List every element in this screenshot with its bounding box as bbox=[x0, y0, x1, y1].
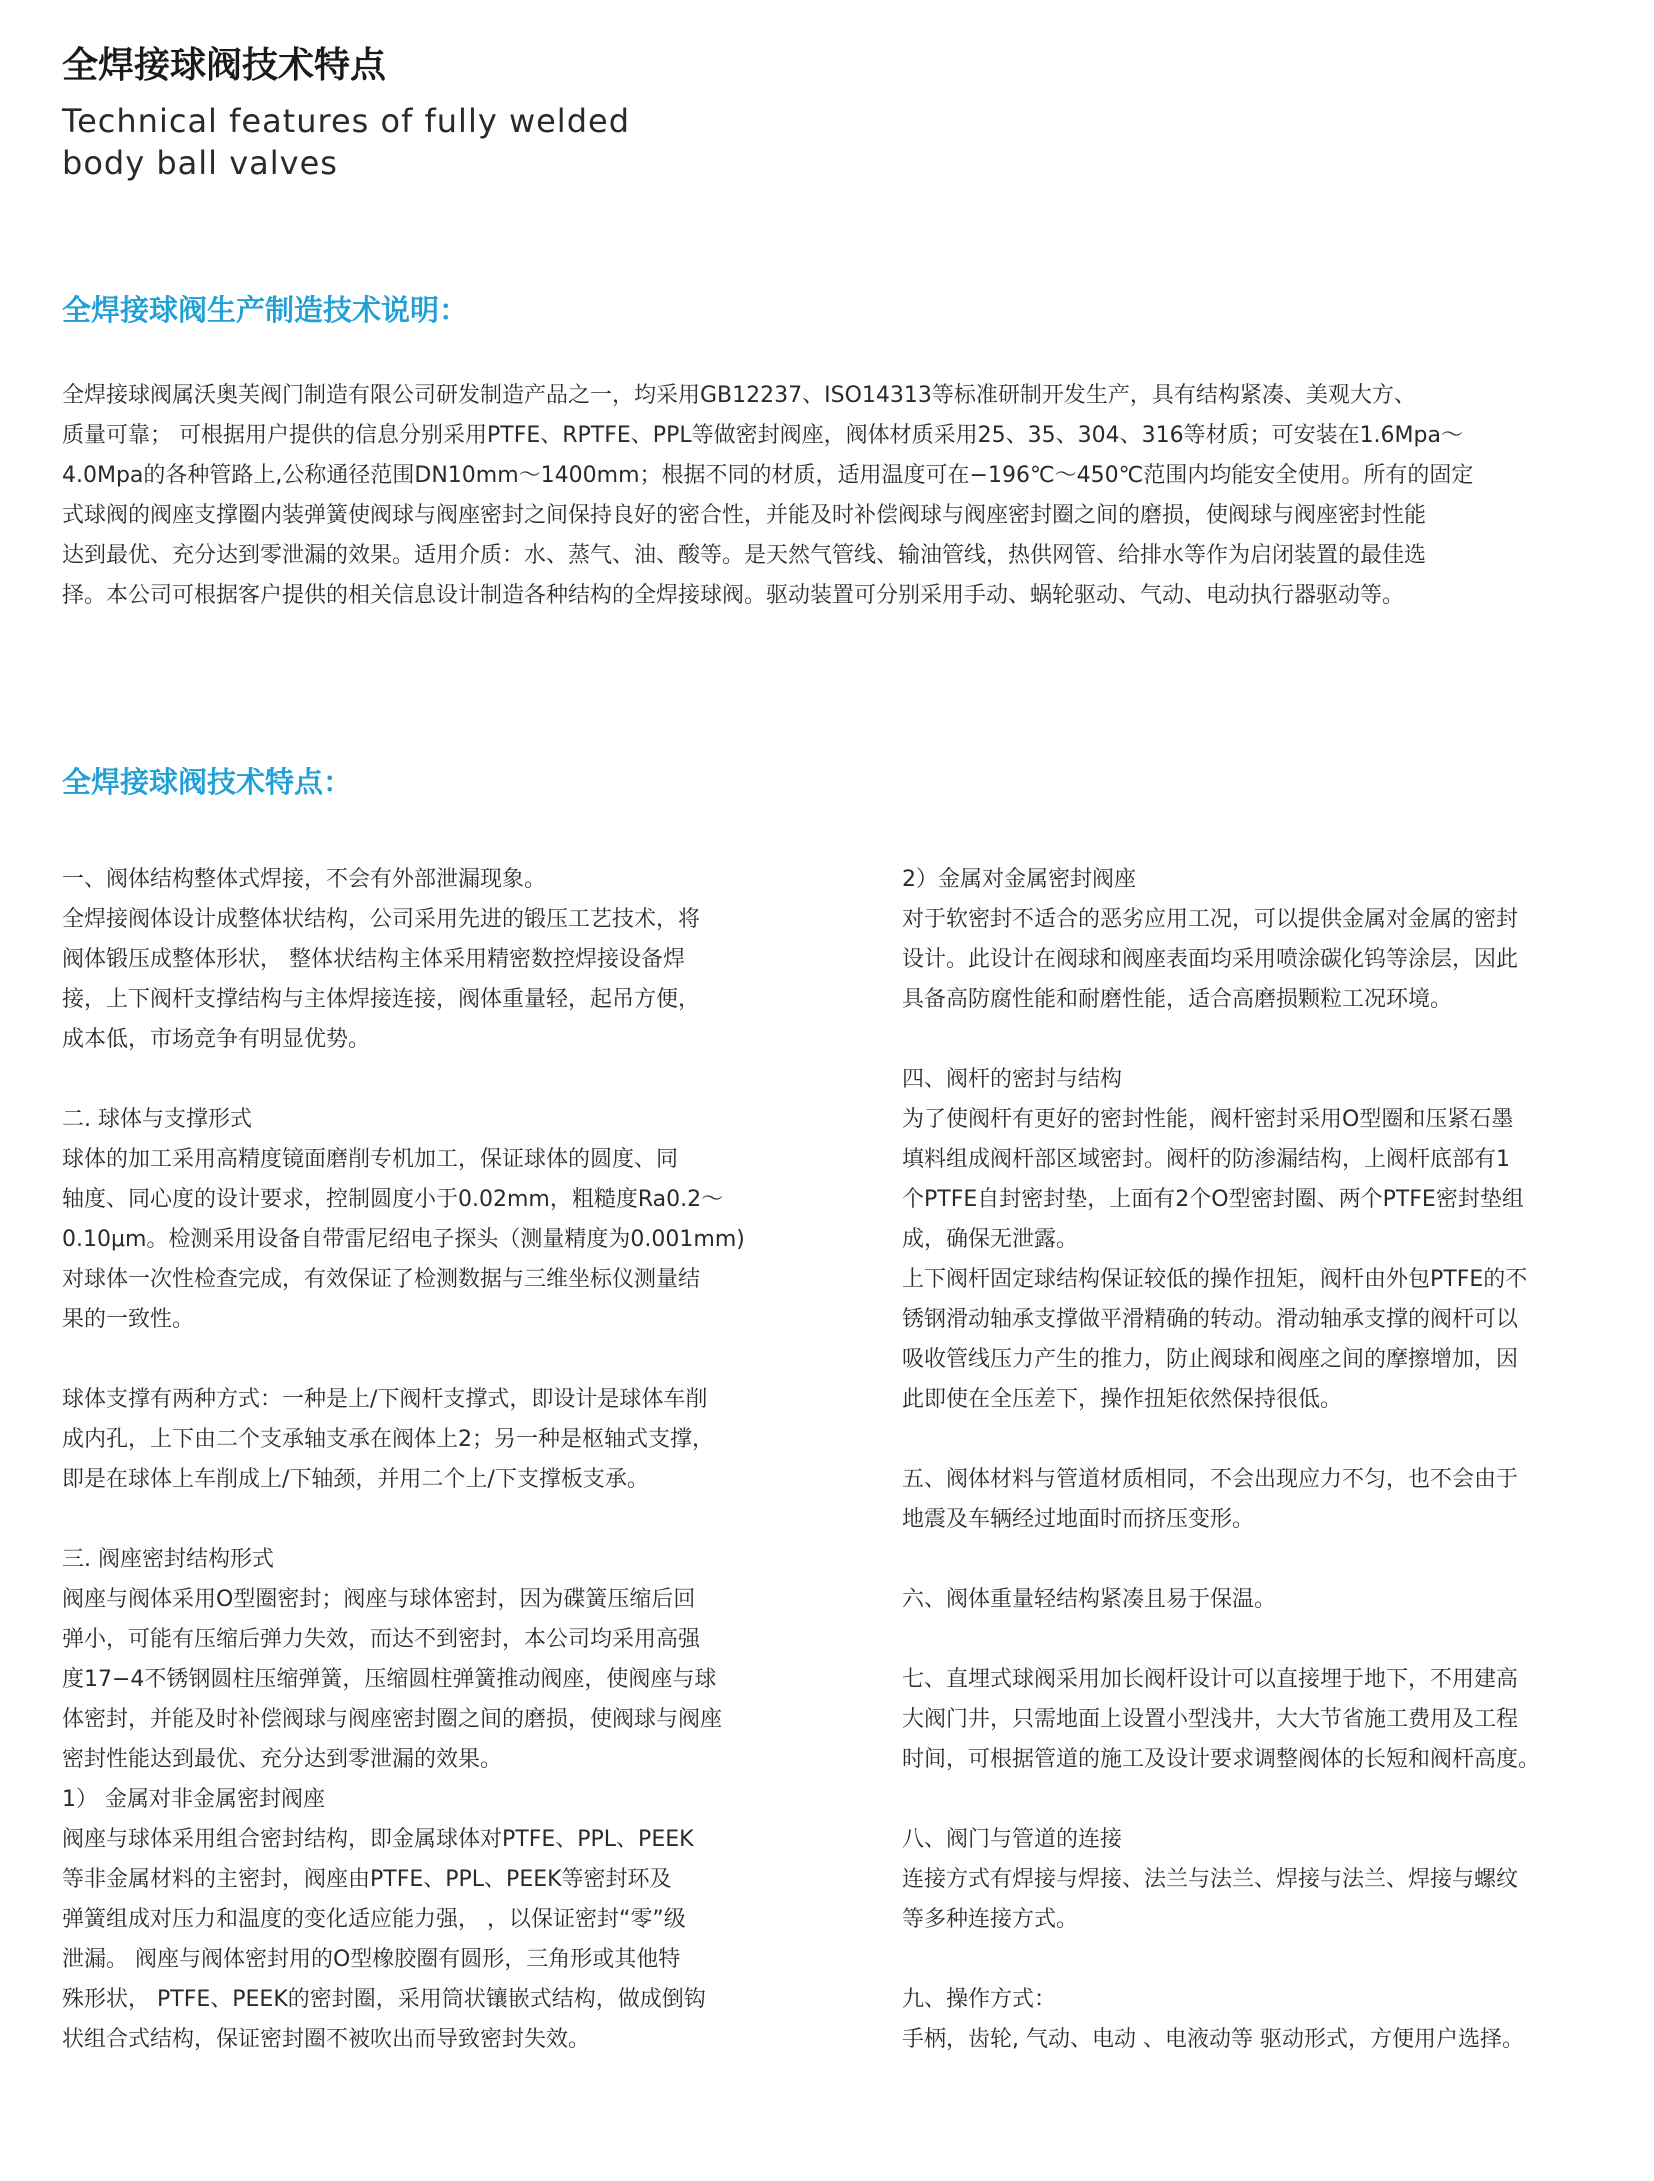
feature-item bbox=[62, 1380, 790, 1500]
feature-heading: 一、阀体结构整体式焊接，不会有外部泄漏现象。 bbox=[62, 867, 547, 892]
feature-item bbox=[902, 1660, 1622, 1780]
feature-body: 为了使阀杆有更好的密封性能，阀杆密封采用O型圈和压紧石墨 填料组成阀杆部区域密封。阀杆的防渗漏结构，上阀杆底部有1 个PTFE自封密封垫，上面有2个O型密封圈、两个PTFE密封垫组 成，确保无泄露。 上下阀杆固定球结构保证较低的操作扭矩，阀杆由外包PTFE的不 锈钢滑动轴承支撑做平滑精确的转动。滑动轴承支撑的阀杆可以 吸收管线压力产生的推力，防止阀球和阀座之间的摩擦增加，因 此即使在全压差下，操作扭矩依然保持很低。 bbox=[902, 1107, 1528, 1412]
feature-body: 球体支撑有两种方式：一种是上/下阀杆支撑式，即设计是球体车削 成内孔，上下由二个支承轴支承在阀体上2；另一种是枢轴式支撑， 即是在球体上车削成上/下轴颈，并用二个上/下支撑板支承。 bbox=[62, 1387, 714, 1492]
feature-heading: 三. 阀座密封结构形式 bbox=[62, 1547, 274, 1572]
feature-body: 阀座与阀体采用O型圈密封；阀座与球体密封，因为碟簧压缩后回 弹小，可能有压缩后弹力失效，而达不到密封，本公司均采用高强 度17−4不锈钢圆柱压缩弹簧，压缩圆柱弹簧推动阀座，使阀座与球 体密封，并能及时补偿阀球与阀座密封圈之间的磨损，使阀球与阀座 密封性能达到最优、充分达到零泄漏的效果。 1） 金属对非金属密封阀座 阀座与球体采用组合密封结构，即金属球体对PTFE、PPL、PEEK 等非金属材料的主密封，阀座由PTFE、PPL、PEEK等密封环及 弹簧组成对压力和温度的变化适应能力强， ，以保证密封“零”级 泄漏。 阀座与阀体密封用的O型橡胶圈有圆形，三角形或其他特 殊形状， PTFE、PEEK的密封圈，采用筒状镶嵌式结构，做成倒钩 状组合式结构，保证密封圈不被吹出而导致密封失效。 bbox=[62, 1587, 723, 2052]
feature-heading: 六、阀体重量轻结构紧凑且易于保温。 bbox=[902, 1587, 1277, 1612]
feature-heading: 五、阀体材料与管道材质相同，不会出现应力不匀，也不会由于 bbox=[902, 1467, 1519, 1492]
feature-item bbox=[62, 1100, 790, 1340]
feature-body: 大阀门井，只需地面上设置小型浅井，大大节省施工费用及工程 时间，可根据管道的施工及设计要求调整阀体的长短和阀杆高度。 bbox=[902, 1707, 1541, 1772]
page-title: 全焊接球阀技术特点 bbox=[62, 45, 387, 86]
feature-body: 全焊接阀体设计成整体状结构，公司采用先进的锻压工艺技术，将 阀体锻压成整体形状， 整体状结构主体采用精密数控焊接设备焊 接，上下阀杆支撑结构与主体焊接连接，阀体重量轻，起吊方便， 成本低，市场竞争有明显优势。 bbox=[62, 907, 701, 1052]
features-left-column bbox=[62, 860, 790, 2060]
feature-heading: 八、阀门与管道的连接 bbox=[902, 1827, 1123, 1852]
feature-item bbox=[902, 860, 1622, 1020]
feature-item bbox=[62, 860, 790, 1060]
features-right-column bbox=[902, 860, 1622, 2060]
feature-item bbox=[902, 1980, 1622, 2060]
page-subtitle-en: Technical features of fully welded body ball valves bbox=[62, 102, 630, 182]
feature-item bbox=[902, 1820, 1622, 1940]
feature-item bbox=[902, 1580, 1622, 1620]
feature-heading: 2）金属对金属密封阀座 bbox=[902, 867, 1136, 892]
feature-body: 连接方式有焊接与焊接、法兰与法兰、焊接与法兰、焊接与螺纹 等多种连接方式。 bbox=[902, 1867, 1519, 1932]
feature-body: 球体的加工采用高精度镜面磨削专机加工，保证球体的圆度、同 轴度、同心度的设计要求，控制圆度小于0.02mm，粗糙度Ra0.2～ 0.10μm。检测采用设备自带雷尼绍电子探头（测量精度为0.001mm) 对球体一次性检查完成，有效保证了检测数据与三维坐标仪测量结 果的一致性。 bbox=[62, 1147, 745, 1332]
feature-body: 地震及车辆经过地面时而挤压变形。 bbox=[902, 1507, 1255, 1532]
feature-item bbox=[62, 1540, 790, 2060]
section-heading-manufacturing: 全焊接球阀生产制造技术说明： bbox=[62, 293, 469, 327]
feature-item bbox=[902, 1460, 1622, 1540]
feature-body: 对于软密封不适合的恶劣应用工况，可以提供金属对金属的密封 设计。此设计在阀球和阀座表面均采用喷涂碳化钨等涂层，因此 具备高防腐性能和耐磨性能，适合高磨损颗粒工况环境。 bbox=[902, 907, 1519, 1012]
feature-heading: 二. 球体与支撑形式 bbox=[62, 1107, 252, 1132]
manufacturing-description: 全焊接球阀属沃奥芙阀门制造有限公司研发制造产品之一，均采用GB12237、ISO14313等标准研制开发生产，具有结构紧凑、美观大方、 质量可靠； 可根据用户提供的信息分别采用PTFE、RPTFE、PPL等做密封阀座，阀体材质采用25、35、304、316等材质；可安装在1.6Mpa～ 4.0Mpa的各种管路上,公称通径范围DN10mm～1400mm；根据不同的材质，适用温度可在−196℃～450℃范围内均能安全使用。所有的固定 式球阀的阀座支撑圈内装弹簧使阀球与阀座密封之间保持良好的密合性，并能及时补偿阀球与阀座密封圈之间的磨损，使阀球与阀座密封性能 达到最优、充分达到零泄漏的效果。适用介质：水、蒸气、油、酸等。是天然气管线、输油管线，热供网管、给排水等作为启闭装置的最佳选 择。本公司可根据客户提供的相关信息设计制造各种结构的全焊接球阀。驱动装置可分别采用手动、蜗轮驱动、气动、电动执行器驱动等。 bbox=[62, 383, 1474, 608]
feature-heading: 七、直埋式球阀采用加长阀杆设计可以直接埋于地下，不用建高 bbox=[902, 1667, 1519, 1692]
feature-item bbox=[902, 1060, 1622, 1420]
feature-heading: 九、操作方式： bbox=[902, 1987, 1057, 2012]
feature-heading: 四、阀杆的密封与结构 bbox=[902, 1067, 1123, 1092]
section-heading-features: 全焊接球阀技术特点： bbox=[62, 765, 353, 799]
feature-body: 手柄，齿轮, 气动、电动 、电液动等 驱动形式，方便用户选择。 bbox=[902, 2027, 1524, 2052]
